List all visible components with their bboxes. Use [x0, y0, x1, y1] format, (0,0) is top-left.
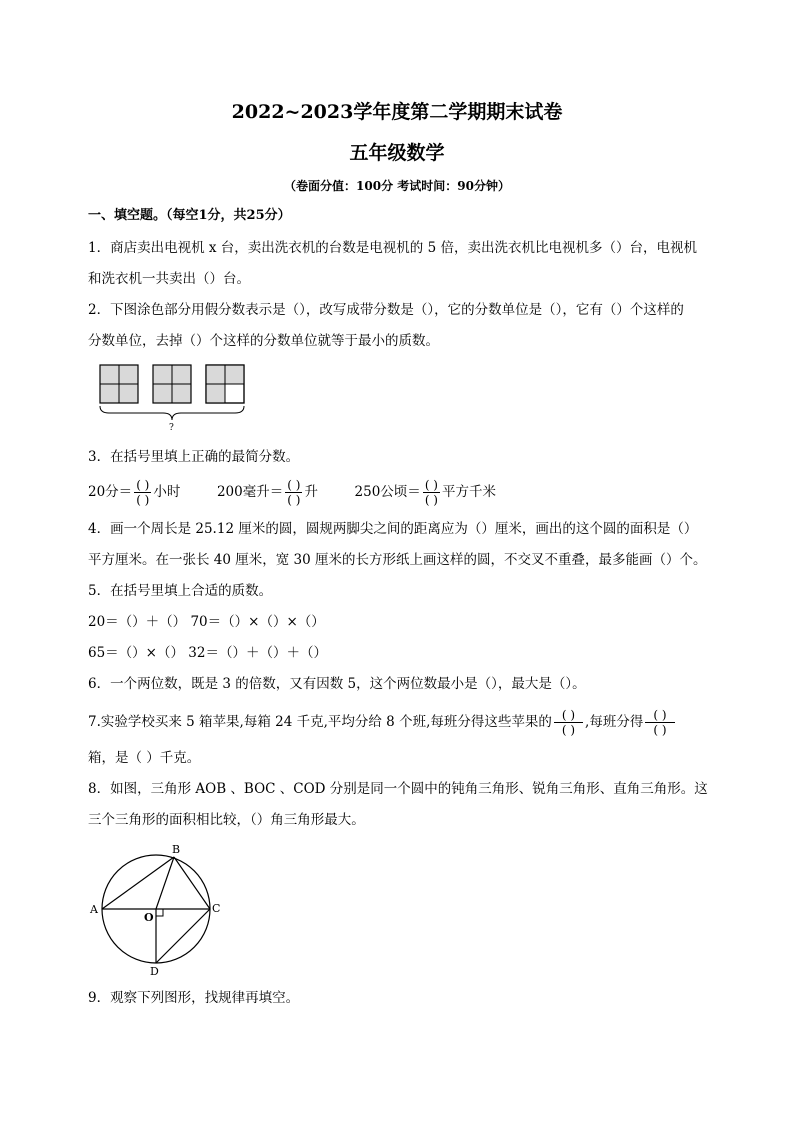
fraction-squares-figure	[95, 360, 255, 432]
label-d: D	[150, 965, 159, 977]
q3-b-fraction[interactable]: $\frac{( )}{( )}$	[287, 478, 301, 507]
exam-info: （卷面分值：100分 考试时间：90分钟）	[284, 179, 510, 193]
q3-c-prefix: 250公顷＝	[354, 484, 421, 500]
q1-line1: 1．商店卖出电视机 x 台，卖出洗衣机的台数是电视机的 5 倍，卖出洗衣机比电视机多（）台，电视机	[88, 240, 697, 256]
q3-conversions	[88, 476, 496, 508]
q3-a-fraction[interactable]: $\frac{( )}{( )}$	[136, 478, 150, 507]
q5-line2: 20＝（）＋（） 70＝（）×（）×（）	[88, 614, 325, 630]
exam-title: 2022~2023学年度第二学期期末试卷	[231, 101, 563, 123]
q5-line1: 5．在括号里填上合适的质数。	[88, 583, 273, 599]
q3-b-prefix: 200毫升＝	[216, 484, 284, 500]
circle-triangles-figure	[88, 842, 228, 977]
q4-line1: 4．画一个周长是 25.12 厘米的圆，圆规两脚尖之间的距离应为（）厘米，画出的这个圆的面积是（）	[88, 521, 698, 537]
q7-fraction-1[interactable]: $\frac{( )}{( )}$	[554, 708, 583, 737]
label-b: B	[172, 843, 181, 856]
q7-text-a: 7.实验学校买来 5 箱苹果,每箱 24 千克,平均分给 8 个班,每班分得这些苹果的	[88, 714, 552, 730]
q3-a-prefix: 20分＝	[88, 484, 133, 500]
curly-brace	[100, 406, 244, 420]
q2-line1: 2．下图涂色部分用假分数表示是（），改写成带分数是（），它的分数单位是（），它有（）个这样的	[88, 302, 684, 318]
label-o: O	[144, 911, 154, 924]
q3-line1: 3．在括号里填上正确的最简分数。	[88, 449, 300, 465]
q9-line1: 9．观察下列图形，找规律再填空。	[88, 990, 300, 1006]
q5-line3: 65＝（）×（） 32＝（）＋（）＋（）	[88, 645, 327, 661]
q7-text-b: ,每班分得	[585, 714, 644, 730]
q3-a-suffix: 小时	[153, 484, 181, 500]
q1-line2: 和洗衣机一共卖出（）台。	[88, 271, 250, 287]
q4-line2: 平方厘米。在一张长 40 厘米，宽 30 厘米的长方形纸上画这样的圆，不交叉不重叠，最多能画（）个。	[88, 552, 707, 568]
q2-line2: 分数单位，去掉（）个这样的分数单位就等于最小的质数。	[88, 333, 439, 349]
q7-line1	[88, 704, 677, 740]
square-3	[206, 365, 244, 403]
square-2	[153, 365, 191, 403]
label-a: A	[90, 903, 98, 916]
q7-line2: 箱，是（ ）千克。	[88, 750, 201, 766]
q3-c-suffix: 平方千米	[442, 484, 496, 500]
q3-c-fraction[interactable]: $\frac{( )}{( )}$	[424, 478, 438, 507]
q6-line1: 6．一个两位数，既是 3 的倍数，又有因数 5，这个两位数最小是（），最大是（）。	[88, 676, 586, 692]
exam-subtitle: 五年级数学	[349, 142, 445, 164]
q3-b-suffix: 升	[304, 484, 318, 500]
label-c: C	[212, 902, 221, 915]
square-1	[100, 365, 138, 403]
q8-line1: 8．如图，三角形 AOB 、BOC 、COD 分别是同一个圆中的钝角三角形、锐角三角形、直角三角形。这	[88, 781, 708, 797]
brace-label: ?	[169, 423, 174, 432]
q8-line2: 三个三角形的面积相比较，（）角三角形最大。	[88, 812, 365, 828]
section-heading: 一、填空题。（每空1分，共25分）	[88, 208, 291, 223]
q7-fraction-2[interactable]: $\frac{( )}{( )}$	[645, 708, 674, 737]
